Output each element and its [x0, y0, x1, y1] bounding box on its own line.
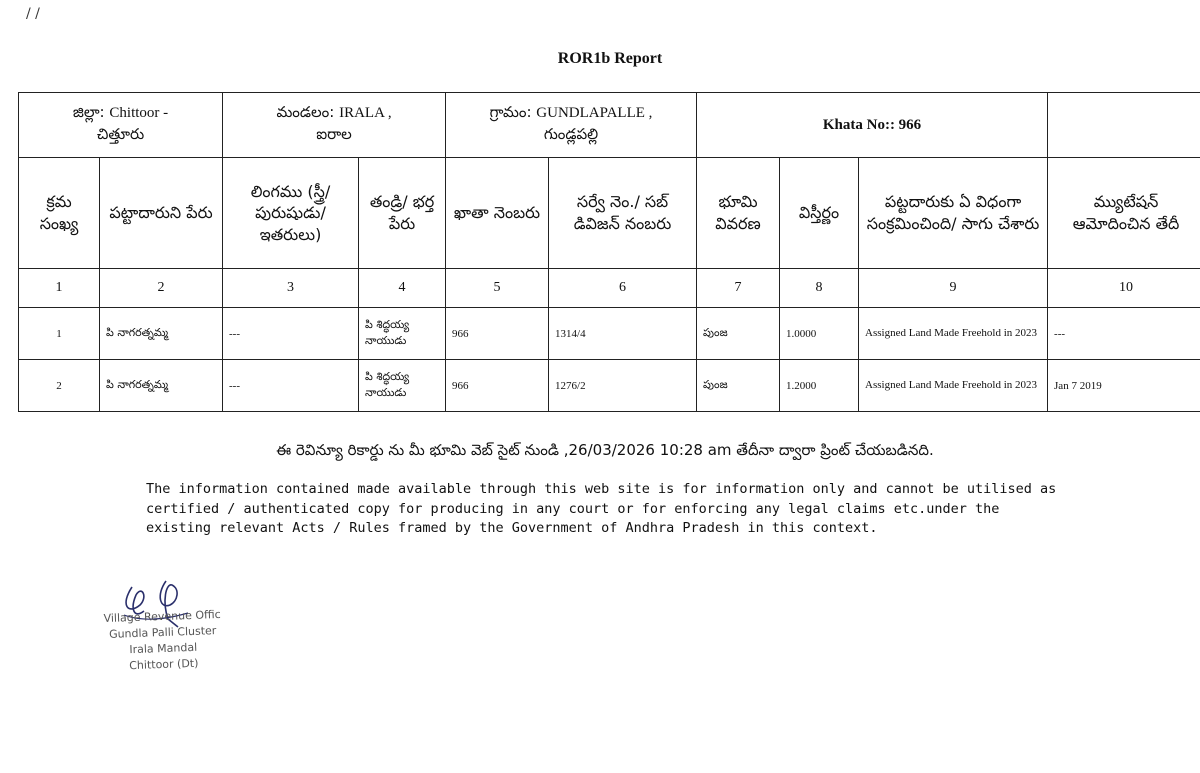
stamp-line: Irala Mandal [129, 640, 198, 657]
col-number: 9 [859, 269, 1048, 308]
col-number: 10 [1048, 269, 1200, 308]
office-stamp [77, 606, 249, 676]
village-label: గ్రామం: [489, 103, 532, 121]
cell-khata: 966 [446, 308, 549, 360]
table-row [19, 360, 1200, 412]
col-header: పట్టాదారుని పేరు [100, 158, 223, 269]
print-note: ఈ రెవిన్యూ రికార్డు ను మీ భూమి వెబ్ సైట్ నుండి ,26/03/2026 10:28 am తేదీనా ద్వారా ప్రింట్ చేయబడినది. [276, 441, 934, 459]
stamp-line: Village Revenue Offic [103, 607, 221, 626]
col-header: ఖాతా నెంబరు [446, 158, 549, 269]
col-number: 3 [223, 269, 359, 308]
mandal-value: IRALA , [339, 105, 392, 121]
cell-survey: 1314/4 [549, 308, 697, 360]
col-header: సర్వే నెం./ సబ్ డివిజన్ నంబరు [549, 158, 697, 269]
mandal-cell [223, 93, 446, 158]
col-number: 1 [19, 269, 100, 308]
col-number: 6 [549, 269, 697, 308]
cell-gender: --- [223, 308, 359, 360]
col-header: క్రమ సంఖ్య [19, 158, 100, 269]
ror-table [18, 92, 1200, 412]
khata-cell: Khata No:: 966 [697, 93, 1048, 158]
meta-row [19, 93, 1200, 158]
cell-extent: 1.0000 [780, 308, 859, 360]
col-header: విస్తీర్ణం [780, 158, 859, 269]
cell-survey: 1276/2 [549, 360, 697, 412]
column-header-row [19, 158, 1200, 269]
cell-owner: పి నాగరత్నమ్మ [100, 308, 223, 360]
cell-mode: Assigned Land Made Freehold in 2023 [859, 360, 1048, 412]
col-number: 8 [780, 269, 859, 308]
cell-father: పి శిద్ధయ్య నాయుడు [359, 360, 446, 412]
cell-extent: 1.2000 [780, 360, 859, 412]
cell-father: పి శిద్ధయ్య నాయుడు [359, 308, 446, 360]
cell-mode: Assigned Land Made Freehold in 2023 [859, 308, 1048, 360]
stamp-line: Chittoor (Dt) [129, 656, 199, 673]
cell-land-type: పుంజ [697, 308, 780, 360]
cell-mutation-date: --- [1048, 308, 1200, 360]
col-number: 4 [359, 269, 446, 308]
cell-khata: 966 [446, 360, 549, 412]
column-number-row [19, 269, 1200, 308]
cell-sl: 1 [19, 308, 100, 360]
district-label: జిల్లా: [72, 103, 105, 121]
col-number: 2 [100, 269, 223, 308]
cell-gender: --- [223, 360, 359, 412]
stamp-line: Gundla Palli Cluster [108, 624, 217, 641]
col-number: 5 [446, 269, 549, 308]
disclaimer: The information contained made available through this web site is for information only and cannot be utilised as certified / authenticated copy for producing in any court or for enforcing any legal claims etc.under the existing relevant Acts / Rules framed by the Government of Andhra Pradesh in this context. [146, 481, 1057, 537]
village-cell [446, 93, 697, 158]
cell-land-type: పుంజ [697, 360, 780, 412]
col-header: పట్టదారుకు ఏ విధంగా సంక్రమించింది/ సాగు చేశారు [859, 158, 1048, 269]
cell-owner: పి నాగరత్నమ్మ [100, 360, 223, 412]
report-title: ROR1b Report [557, 50, 663, 67]
col-number: 7 [697, 269, 780, 308]
village-telugu: గుండ్లపల్లి [543, 125, 599, 143]
col-header: లింగము (స్త్రీ/ పురుషుడు/ ఇతరులు) [223, 158, 359, 269]
cell-sl: 2 [19, 360, 100, 412]
mandal-label: మండలం: [276, 103, 335, 121]
empty-meta-cell [1048, 93, 1200, 158]
cell-mutation-date: Jan 7 2019 [1048, 360, 1200, 412]
district-telugu: చిత్తూరు [96, 125, 145, 143]
corner-mark: / / [26, 6, 40, 22]
village-value: GUNDLAPALLE , [536, 105, 653, 121]
col-header: తండ్రి/ భర్త పేరు [359, 158, 446, 269]
table-row [19, 308, 1200, 360]
mandal-telugu: ఐరాల [316, 125, 352, 143]
col-header: భూమి వివరణ [697, 158, 780, 269]
district-cell [19, 93, 223, 158]
col-header: మ్యుటేషన్ ఆమోదించిన తేదీ [1048, 158, 1200, 269]
district-value: Chittoor - [109, 105, 169, 121]
